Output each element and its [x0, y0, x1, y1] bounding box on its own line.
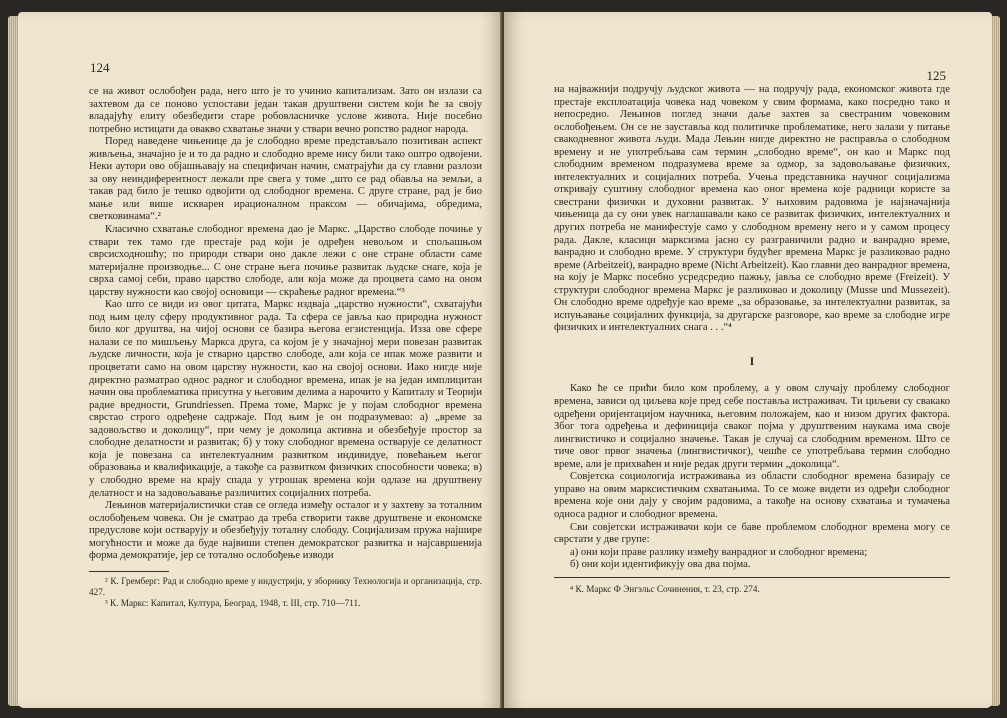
paragraph: Лењинов материјалистички став се огледа између осталог и у захтеву за тоталним ослобођењем човека. Он је сматрао да треба створити такве друштвене и економске предуслове који остварују и обезбеђују тоталну слободу. Социјализам пружа најшире могућности и може да буде највиши степен демократског развитка и најсавршенија форма демократије, јер се тотално ослобођење изводи — [89, 500, 482, 562]
paragraph: Поред наведене чињенице да је слободно време представљало позитиван аспект живљења, значајно је и то да радно и слободно време нису били тако оштро одвојени. Неки аутори ово објашњавају на специфичан начин, сматрајући да су главни разлози за ову неиндиферентност лежали пре свега у томе „што се рад обавља на земљи, а такав рад било је тешко одвојити од слободног времена. С друге стране, рад је био мање или више искварен ирационалном праксом — обичајима, обредима, светковинама“.² — [89, 136, 482, 223]
footnote-divider — [89, 571, 169, 572]
paragraph: Класично схватање слободног времена дао је Маркс. „Царство слободе почиње у ствари тек тамо где престаје рад који је одређен невољом и спољашњом сврсисходношћу; по природи ствари оно дакле лежи с оне стране области саме материјалне производње... С оне стране њега почиње развитак људске снаге, која је сврха самој себи, право царство слободе, али која може да процвета само на оном царству нужности као својој основици — скраћење радног времена.“³ — [89, 224, 482, 298]
section-heading: I — [749, 353, 755, 368]
right-page-body — [554, 84, 950, 595]
footnote: ⁴ К. Маркс Ф Энгэльс Сочинения, т. 23, стр. 274. — [570, 583, 760, 594]
paragraph: Сви совјетски истраживачи који се баве проблемом слободног времена могу се сврстати у две групе: — [554, 521, 950, 546]
paragraph: Совјетска социологија истраживања из области слободног времена базирају се управо на овим марксистичким схватањима. То се може видети из одређи слободног времена које они дају у својим радовима, а такође на основу схватања и тумачења односа радног и слободног времена. — [554, 471, 950, 520]
paragraph: Како ће се прићи било ком проблему, а у овом случају проблему слободног времена, зависи од циљева које пред себе поставља истраживач. Ти циљеви су свакако одређени оријентацијом научника, његовим положајем, као и низом других фактора. Због тога одређења и дефиниција сваког појма у друштвеним наукама има своје лингвистичко и социјално значење. Такав је случај са слободним временом. Што се тиче овог првог значења (лингвистичког), чешће се употребљава термин слободно време, али је прихваћен и није редак други термин „доколица“. — [554, 383, 950, 470]
paragraph: се на живот ослобођен рада, него што је то учинио капитализам. Зато он излази са захтевом да се поново успостави један такав друштвени систем који ће за своју владајућу елиту обезбедити старе робовласничке услове живота. Није посебно потребно истицати да овакво схватање значи у ствари вечно ропство радног народа. — [89, 86, 482, 135]
paragraph: Као што се види из овог цитата, Маркс издваја „царство нужности“, схватајући под њим целу сферу продуктивног рада. Та сфера се јавља као природна нужност било ког друштва, на чијој основи се базира његова егзистенција. Изза ове сфере налази се по мишљењу Маркса друга, са којом је у значајној мери повезан развитак људске личности, која је стварно царство слободе, али која се ипак може развити и процветати само на овом царству нужности, као на својој основи. Иако нигде није директно разматрао однос радног и слободног времена, ипак је на један имплицитан начин ова проблематика присутна у његовим делима а нарочито у Капиталу и Теорији радне вредности, Grundriessen. Према томе, Маркс је у појам слободног времена сврстао строго одређене садржаје. Под њим је он подразумевао: а) „време за задовољство и доколицу“, при чему је доколица активна и обезбеђује простор за слободне делатности и развитак; б) у току слободног времена остварује се делатност која је повезана са интелектуалним развитком индивидуе, повећањем његог образовања и квалификације, а такође са развитком физичких способности човека; в) у слободно време на крају спада у утрошак времена који одлазе на друштвену делатност и на задовољавање различитих социјалних потреба. — [89, 299, 482, 499]
left-page-body — [89, 86, 482, 609]
page-number: 125 — [926, 68, 946, 83]
paragraph: на најважнији подручју људског живота — на подручју рада, економског живота где престаје експлоатација човека над човеком у свим формама, како посредно тако и непосредно. Лењинов поглед значи даље захтев за свестраним човековим ослобођењем. Он се не зауставља код политичке проблематике, него залази у питање свакодневног живота људи. Мада Лењин нигде директно не расправља о слободном времену и не употребљава сам термин „слободно време“, он као и Маркс под слободним временом подразумева време за одмор, за задовољавање физичких, интелектуалних и социјалних потреба. Учења представника научног социјализма откривају суштину слободног времена као оног времена које радници користе за свестрани физички и духовни развитак. У њиховим радовима је најзначајнија чињеница да су они увек наглашавали како се развитак физичких, интелектуалних и других потреба не манифестује само у слободном времену него и у самом процесу рада. Дакле, класици марксизма јасно су разграничили радно и ванрадно време, ванрадно и слободно време. У структури будућег времена Маркс је разликовао радно време (Arbeitzeit), ванрадно време (Nicht Arbeitzeit). Као главни део ванрадног времена, на коју је Маркс посебно усредсредио пажњу, јавља се слободно време (Freizeit). У структури слободног времена Маркс је разликовао и доколицу (Musse und Mussezeit). Он слободно време одређује као време „за образовање, за интелектуални развитак, за испуњавање социјалних функција, за другарске разговоре, као време за слободне игре физичких и интелектуалних снага . . .“⁴ — [554, 84, 950, 334]
list-item: б) они који идентификују ова два појма. — [570, 559, 751, 571]
list-item: а) они који праве разлику између ванрадног и слободног времена; — [570, 546, 868, 558]
footnote-divider — [554, 577, 950, 578]
footnote: ³ К. Маркс: Капитал, Култура, Београд, 1948, т. III, стр. 710—711. — [105, 597, 361, 608]
footnote: ² К. Гремберг: Рад и слободно време у индустрији, у зборнику Технологија и организација, стр. 427. — [89, 575, 482, 597]
right-page — [504, 12, 992, 708]
left-page — [18, 12, 502, 708]
page-number: 124 — [90, 60, 110, 75]
